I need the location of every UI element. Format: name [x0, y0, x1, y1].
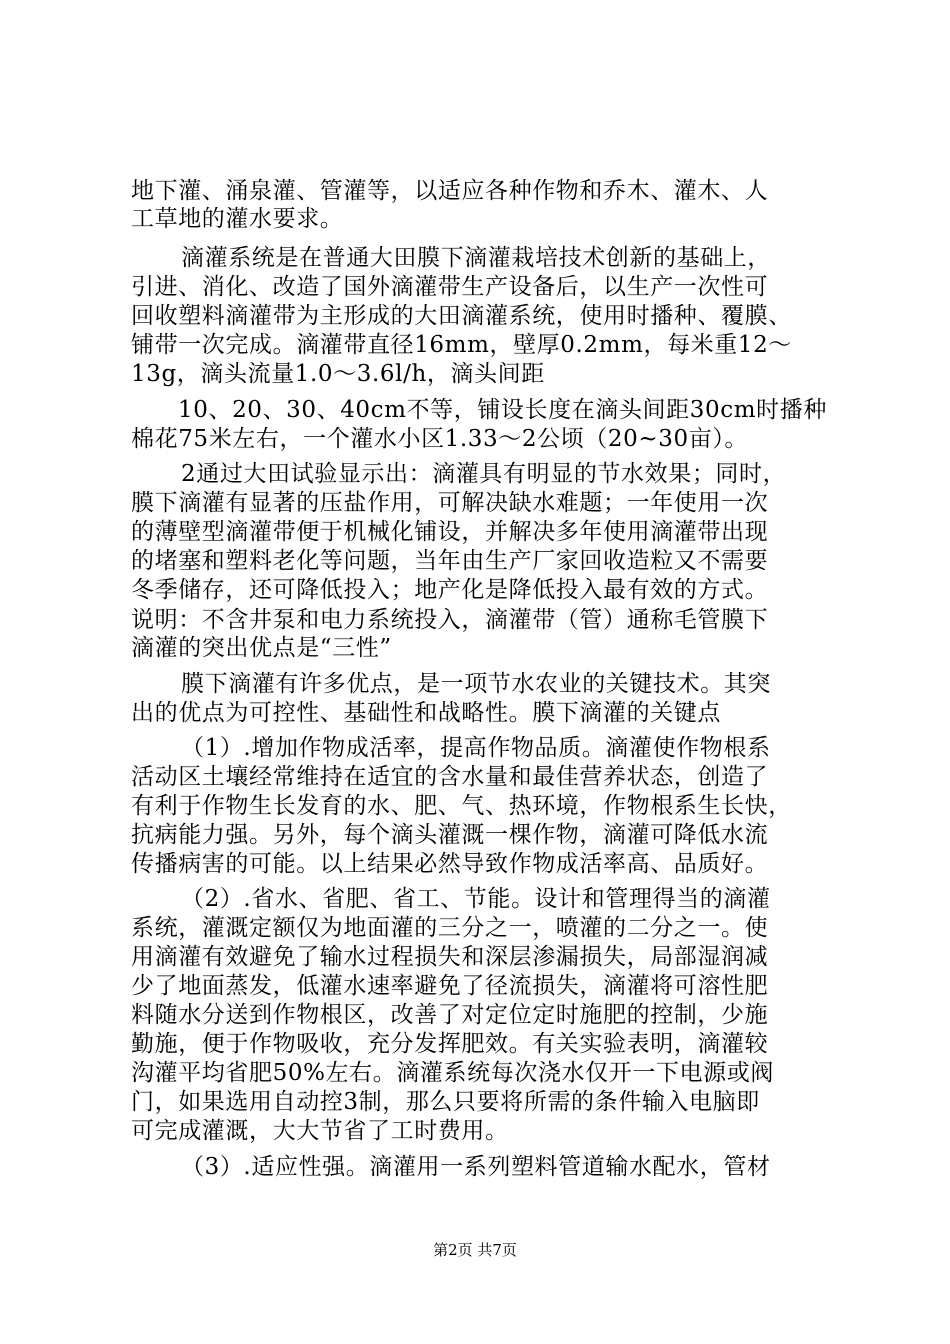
- text-line: 沟灌平均省肥50%左右。滴灌系统每次浇水仅开一下电源或阀: [131, 1060, 774, 1086]
- text-line: 有利于作物生长发育的水、肥、气、热环境，作物根系生长快，: [131, 793, 792, 819]
- text-line: 滴灌系统是在普通大田膜下滴灌栽培技术创新的基础上，: [181, 245, 771, 271]
- text-line: 滴灌的突出优点是“三性”: [131, 635, 392, 661]
- text-line: 出的优点为可控性、基础性和战略性。膜下滴灌的关键点: [131, 700, 721, 726]
- text-line: （2）.省水、省肥、省工、节能。设计和管理得当的滴灌: [181, 886, 771, 912]
- text-line: 2通过大田试验显示出：滴灌具有明显的节水效果；同时，: [181, 461, 787, 487]
- text-line: 系统，灌溉定额仅为地面灌的三分之一，喷灌的二分之一。使: [131, 915, 769, 941]
- text-line: 棉花75米左右，一个灌水小区1.33～2公顷（20~30亩）。: [131, 426, 749, 452]
- text-line: 冬季储存，还可降低投入；地产化是降低投入最有效的方式。: [131, 577, 769, 603]
- text-line: 说明：不含井泵和电力系统投入，滴灌带（管）通称毛管膜下: [131, 607, 769, 633]
- text-line: 引进、消化、改造了国外滴灌带生产设备后，以生产一次性可: [131, 274, 769, 300]
- text-line: 铺带一次完成。滴灌带直径16mm，壁厚0.2mm，每米重12～: [131, 332, 792, 358]
- text-line: 料随水分送到作物根区，改善了对定位定时施肥的控制，少施: [131, 1002, 769, 1028]
- page-footer: 第2页 共7页: [433, 1241, 517, 1259]
- text-line: 地下灌、涌泉灌、管灌等，以适应各种作物和乔木、灌木、人: [131, 178, 769, 204]
- text-line: 勤施，便于作物吸收，充分发挥肥效。有关实验表明，滴灌较: [131, 1031, 769, 1057]
- text-line: 的薄壁型滴灌带便于机械化铺设，并解决多年使用滴灌带出现: [131, 519, 769, 545]
- text-line: （3）.适应性强。滴灌用一系列塑料管道输水配水，管材: [181, 1154, 771, 1180]
- text-line: 的堵塞和塑料老化等问题，当年由生产厂家回收造粒又不需要: [131, 548, 769, 574]
- text-line: 10、20、30、40cm不等，铺设长度在滴头间距30cm时播种: [178, 397, 827, 423]
- text-line: 用滴灌有效避免了输水过程损失和深层渗漏损失，局部湿润减: [131, 944, 769, 970]
- text-line: 13g，滴头流量1.0～3.6l/h，滴头间距: [131, 361, 545, 387]
- text-line: 抗病能力强。另外，每个滴头灌溉一棵作物，滴灌可降低水流: [131, 822, 769, 848]
- text-line: 膜下滴灌有许多优点，是一项节水农业的关键技术。其突: [181, 671, 771, 697]
- text-line: 膜下滴灌有显著的压盐作用，可解决缺水难题；一年使用一次: [131, 490, 769, 516]
- text-line: 少了地面蒸发，低灌水速率避免了径流损失，滴灌将可溶性肥: [131, 973, 769, 999]
- text-line: 工草地的灌水要求。: [131, 206, 344, 232]
- text-line: 活动区土壤经常维持在适宜的含水量和最佳营养状态，创造了: [131, 764, 769, 790]
- text-line: 回收塑料滴灌带为主形成的大田滴灌系统，使用时播种、覆膜、: [131, 303, 792, 329]
- text-line: 传播病害的可能。以上结果必然导致作物成活率高、品质好。: [131, 851, 769, 877]
- text-line: 可完成灌溉，大大节省了工时费用。: [131, 1118, 509, 1144]
- text-line: （1）.增加作物成活率，提高作物品质。滴灌使作物根系: [181, 735, 771, 761]
- text-line: 门，如果选用自动控3制，那么只要将所需的条件输入电脑即: [131, 1089, 760, 1115]
